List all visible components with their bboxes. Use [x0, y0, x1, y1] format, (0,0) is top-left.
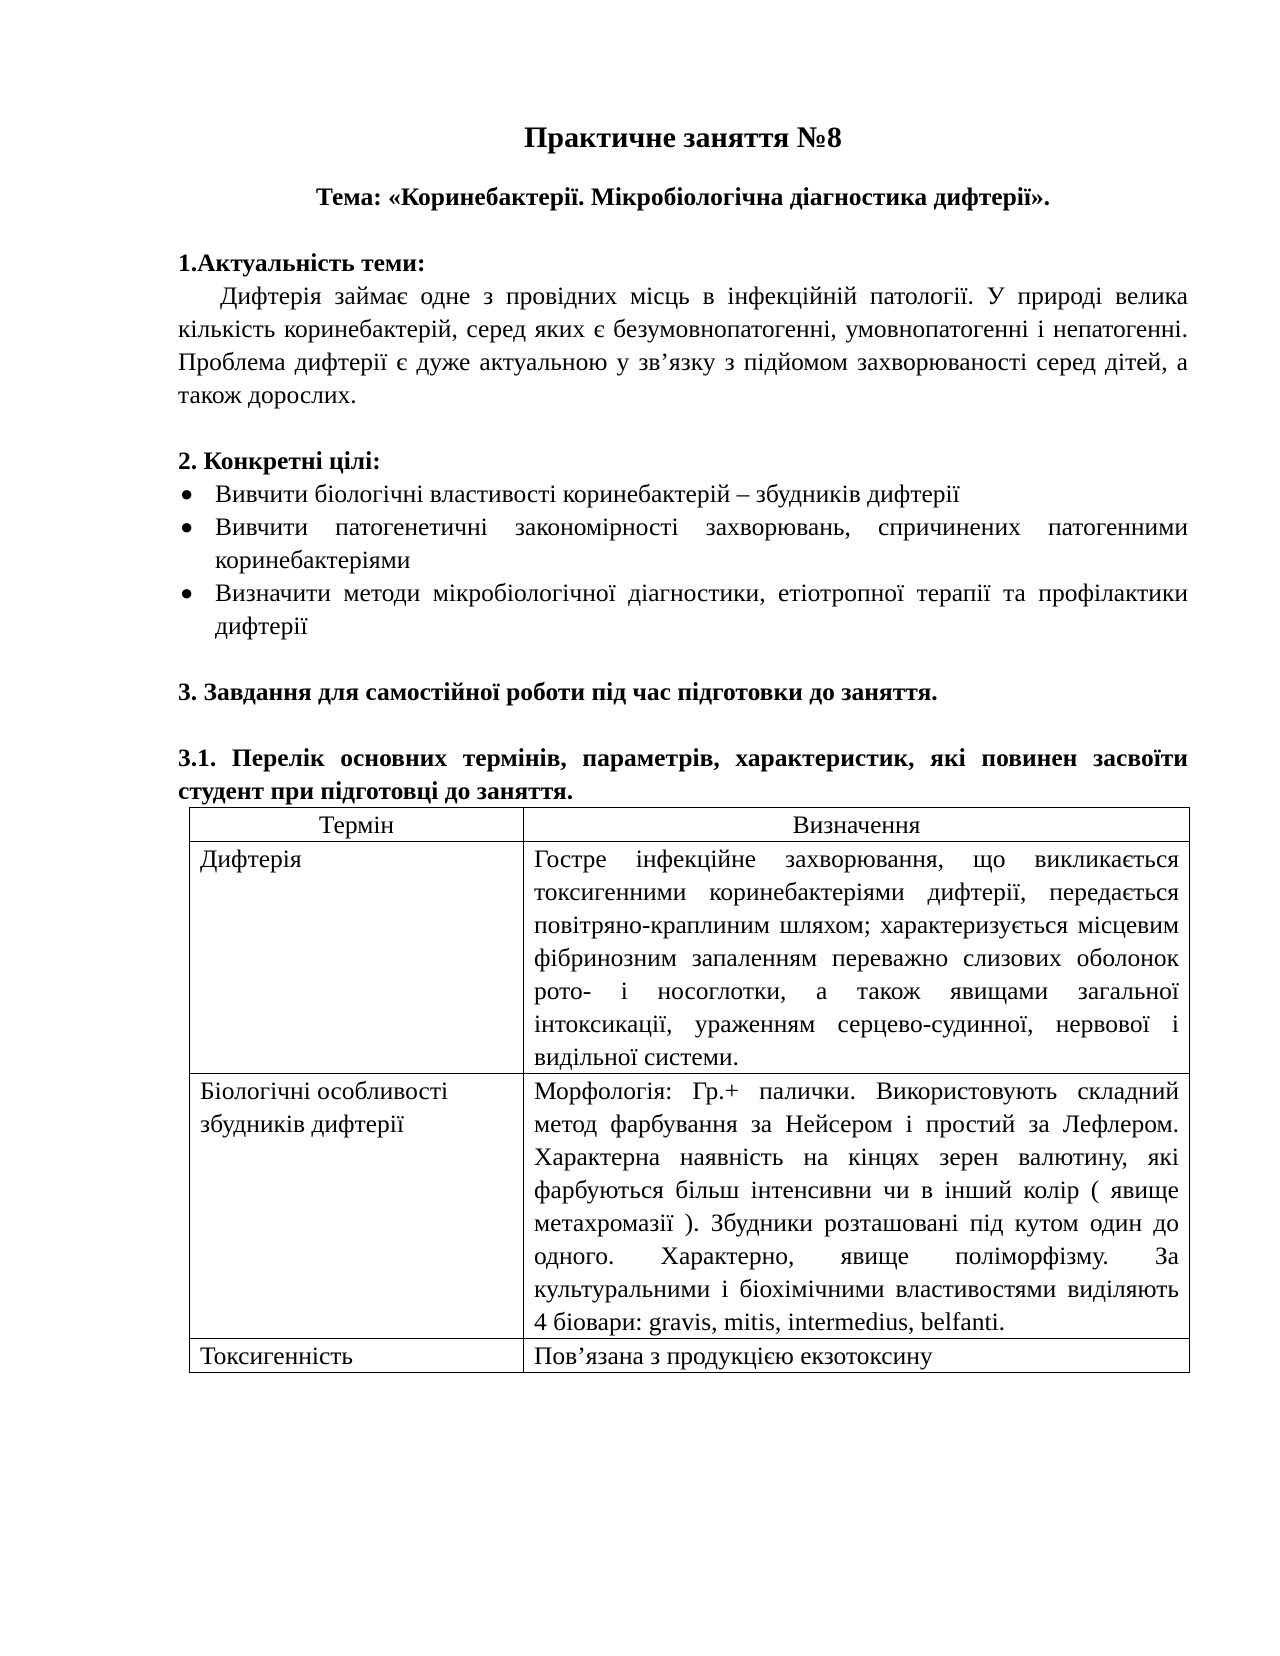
- bullet-icon: ●: [180, 481, 194, 506]
- goal-text: Вивчити патогенетичні закономірності захворювань, спричинених патогенними коринебактеріями: [215, 512, 1188, 574]
- table-header-row: [190, 808, 1190, 842]
- table-row: [190, 1339, 1190, 1373]
- document-content: [178, 118, 1188, 1373]
- page-title: Практичне заняття №8: [524, 121, 842, 154]
- list-item: [178, 576, 1188, 642]
- bullet-icon: ●: [180, 514, 194, 539]
- list-item: [178, 510, 1188, 576]
- section-3-1-heading: 3.1. Перелік основних термінів, параметрів, характеристик, які повинен засвоїти студент при підготовці до заняття.: [178, 743, 1188, 805]
- definition-cell: Морфологія: Гр.+ палички. Використовують складний метод фарбування за Нейсером і простий за Лефлером. Характерна наявність на кінцях зерен валютину, які фарбуються більш інтенсивни чи в інший колір ( явище метахромазії ). Збудники розташовані під кутом один до одного. Характерно, явище поліморфізму. За культуральними і біохімічними властивостями виділяють 4 біовари: gravis, mitis, intermedius, belfanti.: [524, 1074, 1190, 1339]
- column-header-term: Термін: [190, 808, 524, 842]
- topic-line: Тема: «Коринебактерії. Мікробіологічна діагностика дифтерії».: [315, 182, 1051, 211]
- list-item: [178, 477, 1188, 510]
- term-cell: Біологічні особливості збудників дифтерії: [190, 1074, 524, 1339]
- bullet-icon: ●: [180, 580, 194, 605]
- goals-list: [178, 477, 1188, 642]
- spacer: [178, 708, 1188, 741]
- terms-table: [189, 807, 1190, 1373]
- term-cell: Токсигенність: [190, 1339, 524, 1373]
- term-cell: Дифтерія: [190, 842, 524, 1074]
- spacer: [178, 411, 1188, 444]
- section-1-heading: 1.Актуальність теми:: [178, 248, 426, 277]
- goal-text: Вивчити біологічні властивості коринебактерій – збудників дифтерії: [215, 479, 960, 508]
- table-row: [190, 842, 1190, 1074]
- goal-text: Визначити методи мікробіологічної діагностики, етіотропної терапії та профілактики дифтерії: [215, 578, 1188, 640]
- section-3-heading: 3. Завдання для самостійної роботи під час підготовки до заняття.: [178, 677, 938, 706]
- spacer: [178, 642, 1188, 675]
- section-2-heading: 2. Конкретні цілі:: [178, 446, 381, 475]
- definition-cell: Пов’язана з продукцією екзотоксину: [524, 1339, 1190, 1373]
- section-1-text: Дифтерія займає одне з провідних місць в інфекційній патології. У природі велика кількість коринебактерій, серед яких є безумовнопатогенні, умовнопатогенні і непатогенні. Проблема дифтерії є дуже актуальною у зв’язку з підйомом захворюваності серед дітей, а також дорослих.: [178, 281, 1188, 409]
- column-header-definition: Визначення: [524, 808, 1190, 842]
- definition-cell: Гостре інфекційне захворювання, що викликається токсигенними коринебактеріями дифтерії, передається повітряно-краплиним шляхом; характеризується місцевим фібринозним запаленням переважно слизових оболонок рото- і носоглотки, а також явищами загальної інтоксикації, ураженням серцево-судинної, нервової і видільної системи.: [524, 842, 1190, 1074]
- table-row: [190, 1074, 1190, 1339]
